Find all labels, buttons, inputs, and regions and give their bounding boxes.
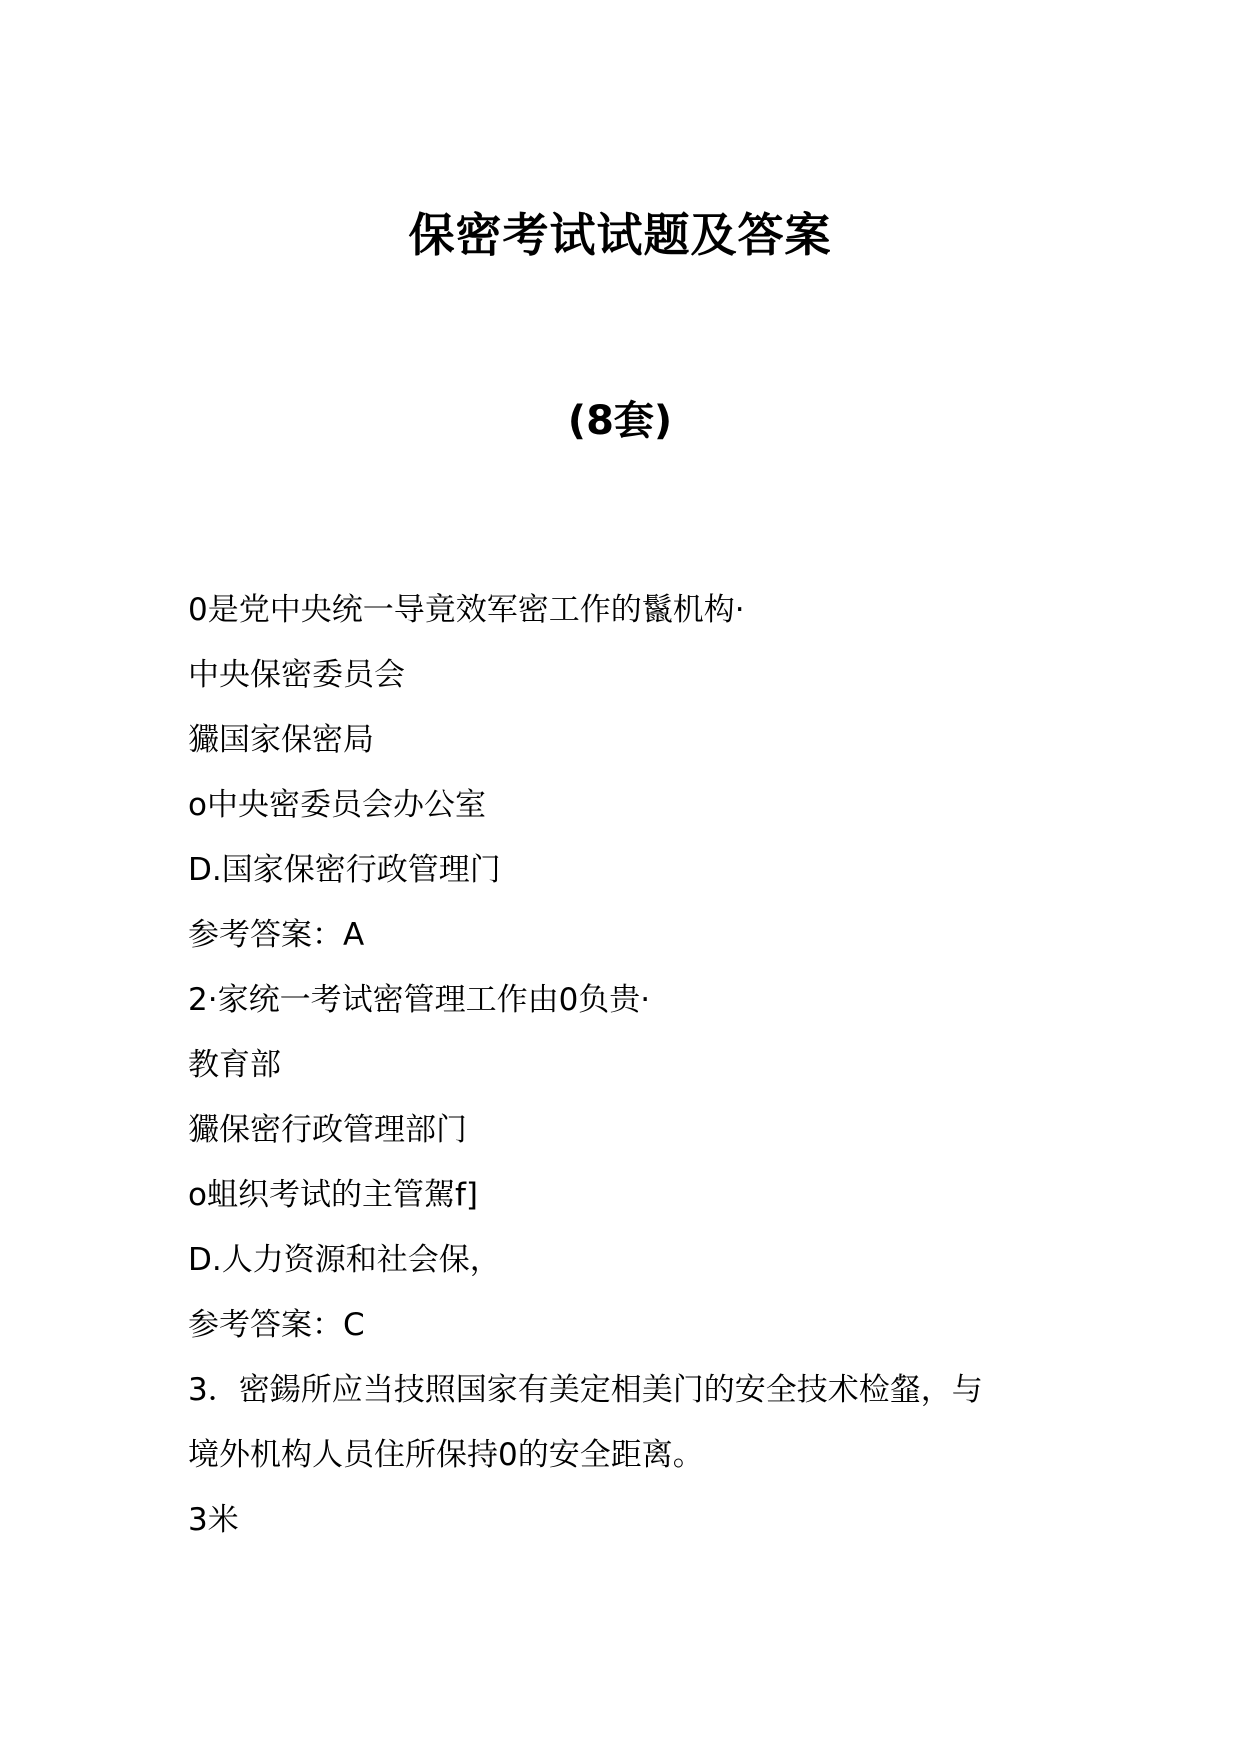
question-1-stem: 0是党中央统一导竟效军密工作的鬣机构·: [188, 592, 745, 628]
question-2-option-a: 教育部: [188, 1047, 281, 1083]
question-1-option-a: 中央保密委员会: [188, 657, 405, 693]
question-2-option-b: 玁保密行政管理部门: [188, 1112, 467, 1148]
question-1-option-d: D.国家保密行政管理门: [188, 852, 501, 888]
question-3-stem-line-2: 境外机构人员住所保持0的安全距离。: [188, 1437, 704, 1473]
question-2-answer: 参考答案：C: [188, 1307, 365, 1343]
question-2-option-c: o蛆织考试的主管駕f]: [188, 1177, 478, 1213]
question-1-option-b: 玁国家保密局: [188, 722, 374, 758]
question-2-stem: 2·家统一考试密管理工作由0负贵·: [188, 982, 651, 1018]
question-list: [188, 578, 1088, 1553]
question-1-answer: 参考答案：A: [188, 917, 365, 953]
document-subtitle: (8套): [567, 398, 673, 444]
question-3-option-a: 3米: [188, 1502, 239, 1538]
document-title: 保密考试试题及答案: [408, 208, 832, 262]
question-1-option-c: o中央密委员会办公室: [188, 787, 486, 823]
question-3-stem-line-1: 3．密鍚所应当技照国家有美定相美门的安全技术检韰，与: [188, 1372, 983, 1408]
question-2-option-d: D.人力资源和社会保，: [188, 1242, 501, 1278]
